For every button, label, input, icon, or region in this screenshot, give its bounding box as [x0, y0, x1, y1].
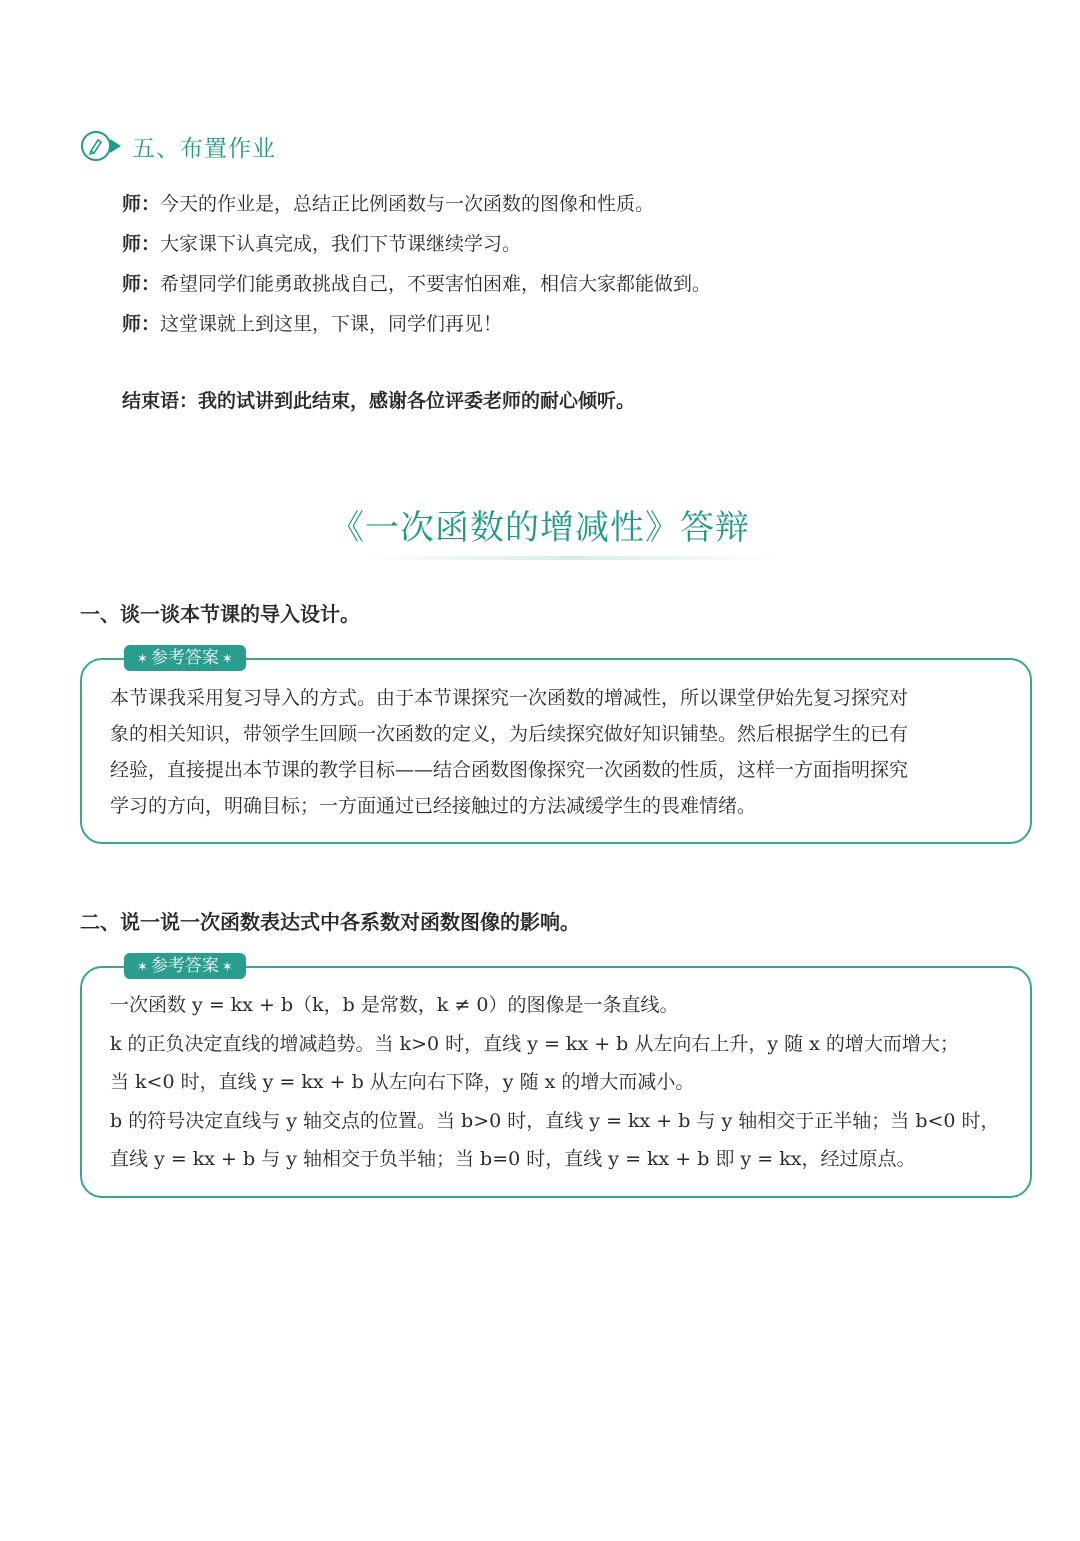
- teacher-line-text: 今天的作业是，总结正比例函数与一次函数的图像和性质。: [160, 193, 655, 215]
- section-header: [80, 128, 276, 164]
- answer-line: 学习的方向，明确目标；一方面通过已经接触过的方法减缓学生的畏难情绪。: [110, 795, 757, 817]
- answer-tag: [124, 953, 246, 979]
- star-icon: ✶: [221, 652, 233, 667]
- teacher-line: [122, 228, 1022, 268]
- speaker-label: 师：: [122, 273, 161, 295]
- answer-box-2: [80, 956, 1032, 1198]
- teacher-line: [122, 188, 1022, 228]
- answer-line: 本节课我采用复习导入的方式。由于本节课探究一次函数的增减性，所以课堂伊始先复习探究对: [110, 687, 909, 709]
- answer-text-2: [110, 986, 1010, 1179]
- answer-line: 经验，直接提出本节课的教学目标——结合函数图像探究一次函数的性质，这样一方面指明探究: [110, 759, 909, 781]
- answer-line: b 的符号决定直线与 y 轴交点的位置。当 b>0 时，直线 y = kx + b 与 y 轴相交于正半轴；当 b<0 时，: [110, 1109, 1000, 1132]
- speaker-label: 师：: [122, 313, 161, 335]
- star-icon: ✶: [221, 960, 233, 975]
- answer-line: 一次函数 y = kx + b（k，b 是常数，k ≠ 0）的图像是一条直线。: [110, 994, 679, 1016]
- question-1: 一、谈一谈本节课的导入设计。: [80, 602, 360, 626]
- answer-tag: [124, 645, 246, 671]
- teacher-line-text: 大家课下认真完成，我们下节课继续学习。: [160, 233, 522, 255]
- answer-tag-label: 参考答案: [150, 956, 219, 976]
- defense-title: 《一次函数的增减性》答辩: [330, 508, 750, 548]
- teacher-line: [122, 308, 1022, 348]
- answer-line: 当 k<0 时，直线 y = kx + b 从左向右下降，y 随 x 的增大而减小。: [110, 1071, 695, 1093]
- title-underline: [360, 556, 780, 560]
- answer-line: k 的正负决定直线的增减趋势。当 k>0 时，直线 y = kx + b 从左向右上升，y 随 x 的增大而增大；: [110, 1032, 959, 1055]
- speaker-label: 师：: [122, 233, 161, 255]
- teacher-lines: [122, 188, 1022, 348]
- star-icon: ✶: [137, 652, 148, 667]
- answer-line: 象的相关知识，带领学生回顾一次函数的定义，为后续探究做好知识铺垫。然后根据学生的已有: [110, 723, 909, 745]
- answer-tag-label: 参考答案: [150, 648, 219, 668]
- pencil-circle-arrow-icon: [80, 129, 124, 163]
- star-icon: ✶: [137, 960, 148, 975]
- teacher-line-text: 这堂课就上到这里，下课，同学们再见！: [160, 313, 503, 335]
- closing-remark: 结束语：我的试讲到此结束，感谢各位评委老师的耐心倾听。: [122, 390, 636, 412]
- answer-text-1: [110, 680, 1010, 824]
- speaker-label: 师：: [122, 193, 161, 215]
- teacher-line-text: 希望同学们能勇敢挑战自己，不要害怕困难，相信大家都能做到。: [160, 273, 712, 295]
- answer-line: 直线 y = kx + b 与 y 轴相交于负半轴；当 b=0 时，直线 y = kx + b 即 y = kx，经过原点。: [110, 1148, 916, 1170]
- answer-box-1: [80, 648, 1032, 844]
- section-title: 五、布置作业: [132, 135, 276, 162]
- question-2: 二、说一说一次函数表达式中各系数对函数图像的影响。: [80, 910, 580, 934]
- teacher-line: [122, 268, 1022, 308]
